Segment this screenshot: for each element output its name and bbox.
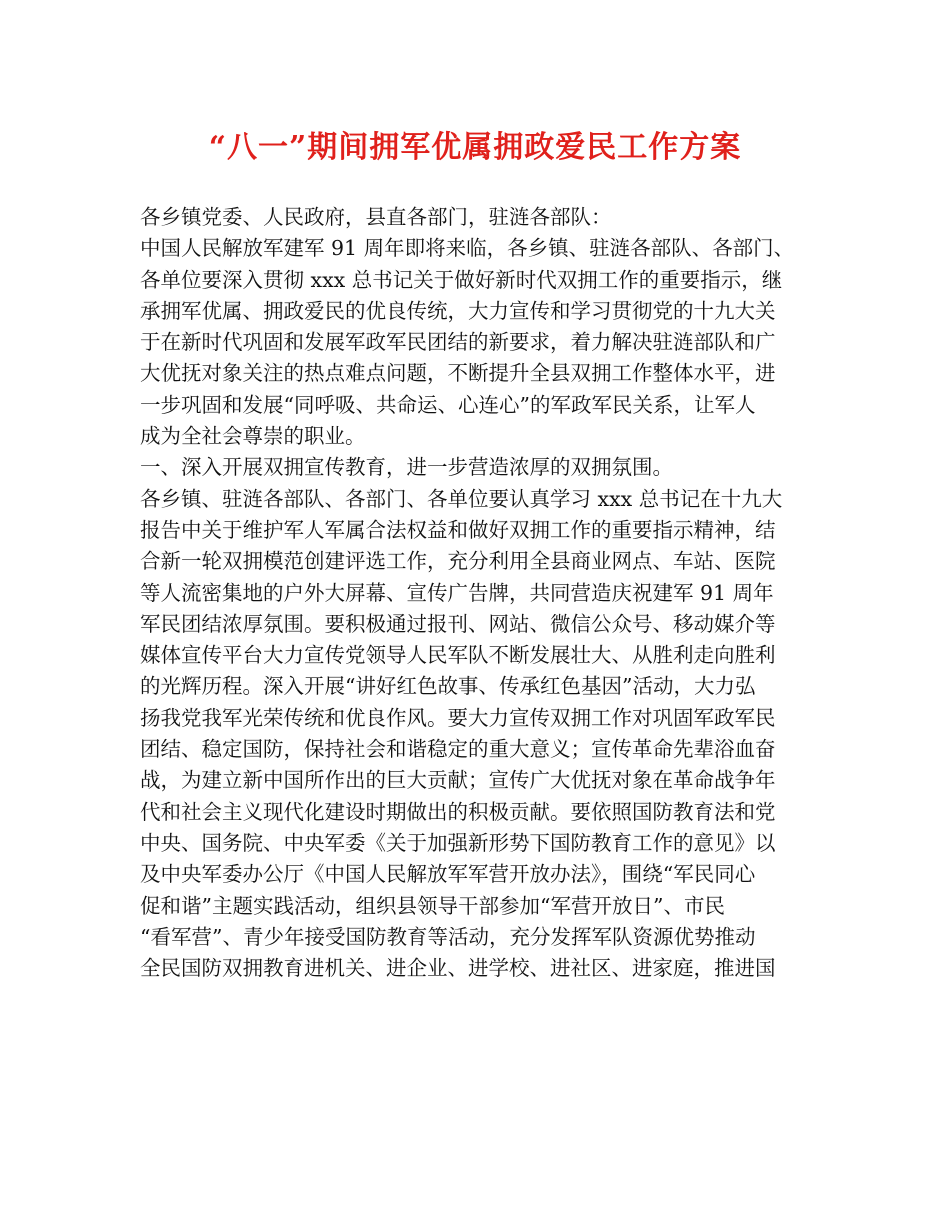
body-line: 全民国防双拥教育进机关、进企业、进学校、进社区、进家庭，推进国 (140, 956, 776, 981)
body-line: 扬我党我军光荣传统和优良作风。要大力宣传双拥工作对巩固军政军民 (140, 705, 776, 730)
body-line: 承拥军优属、拥政爱民的优良传统，大力宣传和学习贯彻党的十九大关 (140, 298, 776, 323)
body-line: 大优抚对象关注的热点难点问题，不断提升全县双拥工作整体水平，进 (140, 361, 776, 386)
body-line: 媒体宣传平台大力宣传党领导人民军队不断发展壮大、从胜利走向胜利 (140, 643, 776, 668)
body-line: 各乡镇党委、人民政府，县直各部门，驻涟各部队： (140, 205, 612, 229)
body-line: 成为全社会尊崇的职业。 (140, 424, 366, 449)
body-line: “看军营”、青少年接受国防教育等活动，充分发挥军队资源优势推动 (140, 924, 756, 949)
body-line: 及中央军委办公厅《中国人民解放军军营开放办法》，围绕“军民同心 (140, 862, 756, 887)
body-line: 于在新时代巩固和发展军政军民团结的新要求，着力解决驻涟部队和广 (140, 330, 776, 355)
body-line: 报告中关于维护军人军属合法权益和做好双拥工作的重要指示精神，结 (140, 517, 776, 542)
document-body (140, 202, 820, 984)
section-heading: 一、深入开展双拥宣传教育，进一步营造浓厚的双拥氛围。 (140, 455, 673, 480)
body-line: 军民团结浓厚氛围。要积极通过报刊、网站、微信公众号、移动媒介等 (140, 611, 776, 636)
body-line: 促和谐”主题实践活动，组织县领导干部参加“军营开放日”、市民 (140, 893, 725, 918)
body-line: 中国人民解放军建军 91 周年即将来临，各乡镇、驻涟各部队、各部门、 (140, 236, 795, 261)
body-line: 战，为建立新中国所作出的巨大贡献；宣传广大优抚对象在革命战争年 (140, 768, 776, 793)
body-line: 一步巩固和发展“同呼吸、共命运、心连心”的军政军民关系，让军人 (140, 392, 756, 417)
body-line: 团结、稳定国防，保持社会和谐稳定的重大意义；宣传革命先辈浴血奋 (140, 737, 776, 762)
body-line: 合新一轮双拥模范创建评选工作，充分利用全县商业网点、车站、医院 (140, 549, 776, 574)
body-line: 代和社会主义现代化建设时期做出的积极贡献。要依照国防教育法和党 (140, 799, 776, 824)
document-title: “八一”期间拥军优属拥政爱民工作方案 (208, 130, 742, 165)
body-line: 的光辉历程。深入开展“讲好红色故事、传承红色基因”活动，大力弘 (140, 674, 756, 699)
body-line: 中央、国务院、中央军委《关于加强新形势下国防教育工作的意见》以 (140, 830, 776, 855)
body-line: 各乡镇、驻涟各部队、各部门、各单位要认真学习 xxx 总书记在十九大 (140, 486, 783, 511)
body-line: 各单位要深入贯彻 xxx 总书记关于做好新时代双拥工作的重要指示，继 (140, 267, 783, 292)
body-line: 等人流密集地的户外大屏幕、宣传广告牌，共同营造庆祝建军 91 周年 (140, 580, 774, 605)
